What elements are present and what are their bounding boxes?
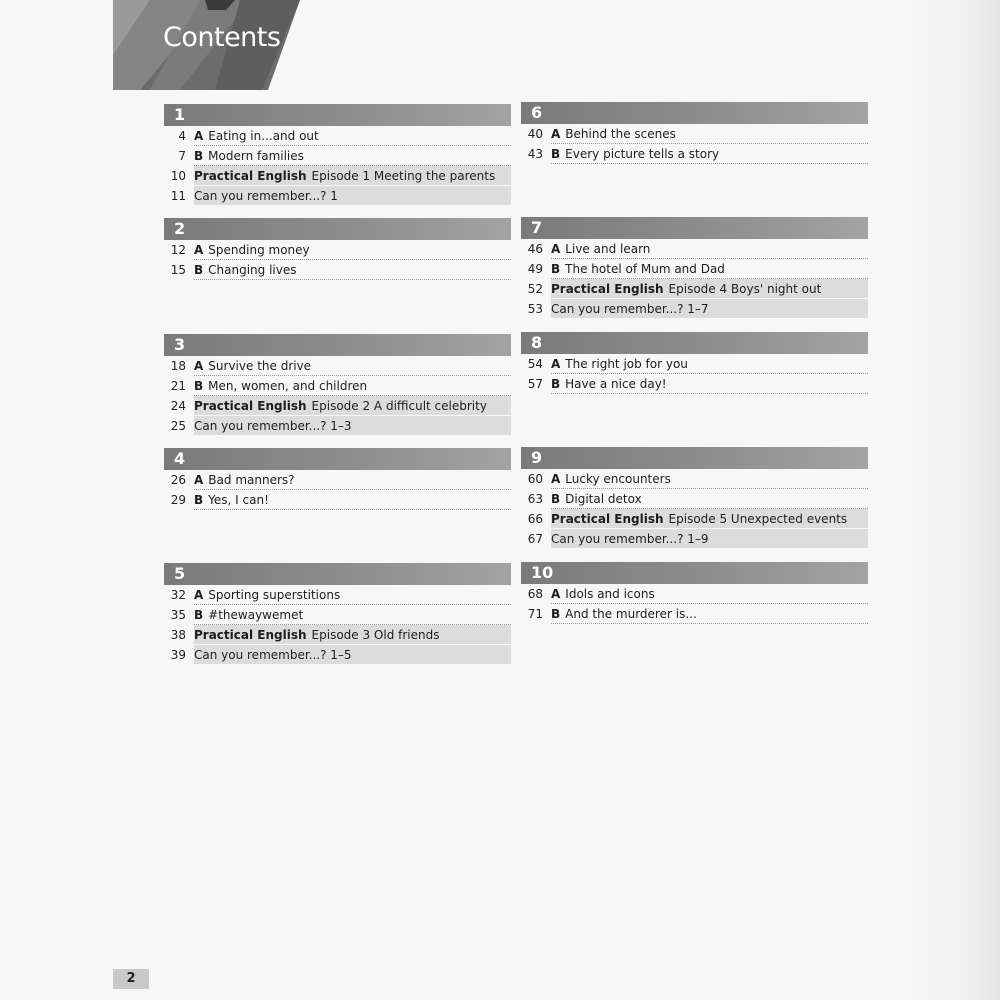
lesson-letter: B: [194, 608, 204, 622]
unit-block: [164, 563, 511, 665]
lesson-letter: B: [551, 492, 561, 506]
toc-entry: [194, 605, 511, 625]
entry-title: Changing lives: [208, 263, 297, 277]
section-label: Practical English: [551, 282, 664, 296]
unit-number: 5: [174, 564, 186, 583]
entry-title: Men, women, and children: [208, 379, 368, 393]
page-ref: 12: [170, 243, 186, 257]
unit-number: 1: [174, 105, 186, 124]
lesson-letter: A: [551, 127, 561, 141]
unit-header: [521, 447, 868, 469]
toc-entry: [551, 299, 868, 319]
section-label: Practical English: [194, 628, 307, 642]
unit-number: 7: [531, 218, 543, 237]
toc-entry: [551, 584, 868, 604]
unit-header: [164, 334, 511, 356]
page-ref: 43: [527, 147, 543, 161]
page-ref: 68: [527, 587, 543, 601]
toc-entry: [194, 186, 511, 206]
toc-entry: [194, 146, 511, 166]
entry-title: Episode 4 Boys' night out: [668, 282, 822, 296]
unit-header: [521, 562, 868, 584]
page-ref: 4: [178, 129, 186, 143]
entry-title: Digital detox: [565, 492, 642, 506]
entry-title: And the murderer is...: [565, 607, 697, 621]
page-ref: 21: [170, 379, 186, 393]
toc-entry: [551, 354, 868, 374]
entry-title: Lucky encounters: [565, 472, 671, 486]
toc-row[interactable]: [164, 416, 511, 436]
toc-entry: [194, 585, 511, 605]
toc-row[interactable]: [521, 279, 868, 299]
lesson-letter: A: [194, 588, 204, 602]
entry-title: The right job for you: [565, 357, 688, 371]
toc-row[interactable]: [164, 356, 511, 376]
unit-number: 3: [174, 335, 186, 354]
toc-entry: [551, 259, 868, 279]
toc-row[interactable]: [521, 239, 868, 259]
entry-title: Live and learn: [565, 242, 651, 256]
entry-title: Survive the drive: [208, 359, 312, 373]
entry-title: Episode 2 A difficult celebrity: [311, 399, 487, 413]
toc-row[interactable]: [164, 645, 511, 665]
entry-title: Bad manners?: [208, 473, 295, 487]
toc-entry: [551, 489, 868, 509]
unit-header: [164, 218, 511, 240]
page-ref: 32: [170, 588, 186, 602]
lesson-letter: A: [194, 473, 204, 487]
unit-number: 4: [174, 449, 186, 468]
toc-entry: [194, 376, 511, 396]
lesson-letter: B: [194, 263, 204, 277]
toc-row[interactable]: [521, 144, 868, 164]
toc-entry: [551, 509, 868, 529]
page-number: 2: [113, 969, 149, 989]
toc-entry: [551, 124, 868, 144]
toc-entry: [194, 356, 511, 376]
entry-title: Eating in...and out: [208, 129, 319, 143]
toc-entry: [551, 279, 868, 299]
toc-row[interactable]: [521, 529, 868, 549]
unit-block: [164, 334, 511, 436]
toc-row[interactable]: [164, 146, 511, 166]
unit-block: [521, 102, 868, 164]
page-ref: 15: [170, 263, 186, 277]
toc-row[interactable]: [521, 489, 868, 509]
toc-entry: [194, 260, 511, 280]
toc-entry: [551, 374, 868, 394]
toc-row[interactable]: [521, 299, 868, 319]
entry-title: Have a nice day!: [565, 377, 667, 391]
toc-row[interactable]: [164, 470, 511, 490]
entry-title: Sporting superstitions: [208, 588, 341, 602]
page-title: Contents: [163, 22, 281, 53]
unit-header: [521, 217, 868, 239]
toc-row[interactable]: [164, 625, 511, 645]
lesson-letter: A: [194, 129, 204, 143]
page-ref: 52: [527, 282, 543, 296]
page-ref: 26: [170, 473, 186, 487]
page-ref: 49: [527, 262, 543, 276]
lesson-letter: B: [551, 607, 561, 621]
lesson-letter: A: [194, 243, 204, 257]
page-edge-shadow: [884, 0, 1000, 1000]
toc-row[interactable]: [164, 585, 511, 605]
entry-title: Behind the scenes: [565, 127, 676, 141]
page-ref: 63: [527, 492, 543, 506]
toc-entry: [551, 144, 868, 164]
page-ref: 57: [527, 377, 543, 391]
unit-number: 2: [174, 219, 186, 238]
toc-row[interactable]: [521, 374, 868, 394]
lesson-letter: A: [551, 472, 561, 486]
lesson-letter: B: [194, 493, 204, 507]
lesson-letter: B: [551, 377, 561, 391]
page-ref: 60: [527, 472, 543, 486]
toc-entry: [194, 645, 511, 665]
lesson-letter: B: [551, 147, 561, 161]
unit-number: 9: [531, 448, 543, 467]
toc-entry: [194, 416, 511, 436]
section-label: Practical English: [551, 512, 664, 526]
unit-header: [164, 563, 511, 585]
lesson-letter: B: [551, 262, 561, 276]
toc-entry: [194, 166, 511, 186]
page-ref: 39: [170, 648, 186, 662]
page-ref: 46: [527, 242, 543, 256]
toc-row[interactable]: [164, 166, 511, 186]
page-ref: 54: [527, 357, 543, 371]
unit-block: [164, 104, 511, 206]
entry-title: Idols and icons: [565, 587, 655, 601]
entry-title: Can you remember...? 1–7: [551, 302, 709, 316]
toc-entry: [551, 604, 868, 624]
toc-row[interactable]: [164, 186, 511, 206]
toc-entry: [194, 396, 511, 416]
toc-row[interactable]: [521, 584, 868, 604]
page-ref: 10: [170, 169, 186, 183]
unit-block: [521, 332, 868, 394]
entry-title: Can you remember...? 1: [194, 189, 338, 203]
toc-row[interactable]: [164, 260, 511, 280]
page-ref: 18: [170, 359, 186, 373]
entry-title: Episode 1 Meeting the parents: [311, 169, 496, 183]
entry-title: Spending money: [208, 243, 310, 257]
toc-entry: [194, 240, 511, 260]
page-ref: 29: [170, 493, 186, 507]
toc-row[interactable]: [164, 396, 511, 416]
toc-entry: [194, 126, 511, 146]
toc-entry: [551, 469, 868, 489]
page-ref: 71: [527, 607, 543, 621]
entry-title: Can you remember...? 1–9: [551, 532, 709, 546]
unit-block: [164, 448, 511, 510]
lesson-letter: A: [551, 357, 561, 371]
entry-title: Can you remember...? 1–3: [194, 419, 352, 433]
entry-title: Every picture tells a story: [565, 147, 720, 161]
toc-row[interactable]: [164, 376, 511, 396]
toc-row[interactable]: [164, 605, 511, 625]
toc-entry: [551, 529, 868, 549]
page-ref: 25: [170, 419, 186, 433]
unit-number: 6: [531, 103, 543, 122]
section-label: Practical English: [194, 169, 307, 183]
toc-row[interactable]: [521, 354, 868, 374]
toc-entry: [194, 490, 511, 510]
unit-block: [521, 562, 868, 624]
toc-row[interactable]: [521, 509, 868, 529]
page-ref: 38: [170, 628, 186, 642]
page-ref: 66: [527, 512, 543, 526]
toc-row[interactable]: [164, 240, 511, 260]
entry-title: Episode 5 Unexpected events: [668, 512, 848, 526]
page-ref: 11: [170, 189, 186, 203]
unit-header: [521, 102, 868, 124]
entry-title: The hotel of Mum and Dad: [565, 262, 725, 276]
toc-row[interactable]: [521, 604, 868, 624]
unit-block: [521, 217, 868, 319]
page-ref: 67: [527, 532, 543, 546]
toc-entry: [194, 470, 511, 490]
toc-row[interactable]: [521, 469, 868, 489]
unit-number: 10: [531, 563, 554, 582]
entry-title: #thewaywemet: [208, 608, 304, 622]
toc-row[interactable]: [521, 259, 868, 279]
page-ref: 24: [170, 399, 186, 413]
unit-number: 8: [531, 333, 543, 352]
page-ref: 40: [527, 127, 543, 141]
unit-header: [164, 104, 511, 126]
entry-title: Episode 3 Old friends: [311, 628, 440, 642]
entry-title: Can you remember...? 1–5: [194, 648, 352, 662]
unit-header: [164, 448, 511, 470]
unit-block: [521, 447, 868, 549]
lesson-letter: A: [551, 242, 561, 256]
page-ref: 53: [527, 302, 543, 316]
entry-title: Modern families: [208, 149, 304, 163]
lesson-letter: A: [194, 359, 204, 373]
lesson-letter: A: [551, 587, 561, 601]
page-ref: 7: [178, 149, 186, 163]
entry-title: Yes, I can!: [208, 493, 269, 507]
unit-header: [521, 332, 868, 354]
page-ref: 35: [170, 608, 186, 622]
toc-row[interactable]: [521, 124, 868, 144]
toc-row[interactable]: [164, 126, 511, 146]
lesson-letter: B: [194, 379, 204, 393]
toc-row[interactable]: [164, 490, 511, 510]
section-label: Practical English: [194, 399, 307, 413]
toc-entry: [551, 239, 868, 259]
header-banner: [0, 0, 300, 90]
toc-entry: [194, 625, 511, 645]
lesson-letter: B: [194, 149, 204, 163]
unit-block: [164, 218, 511, 280]
